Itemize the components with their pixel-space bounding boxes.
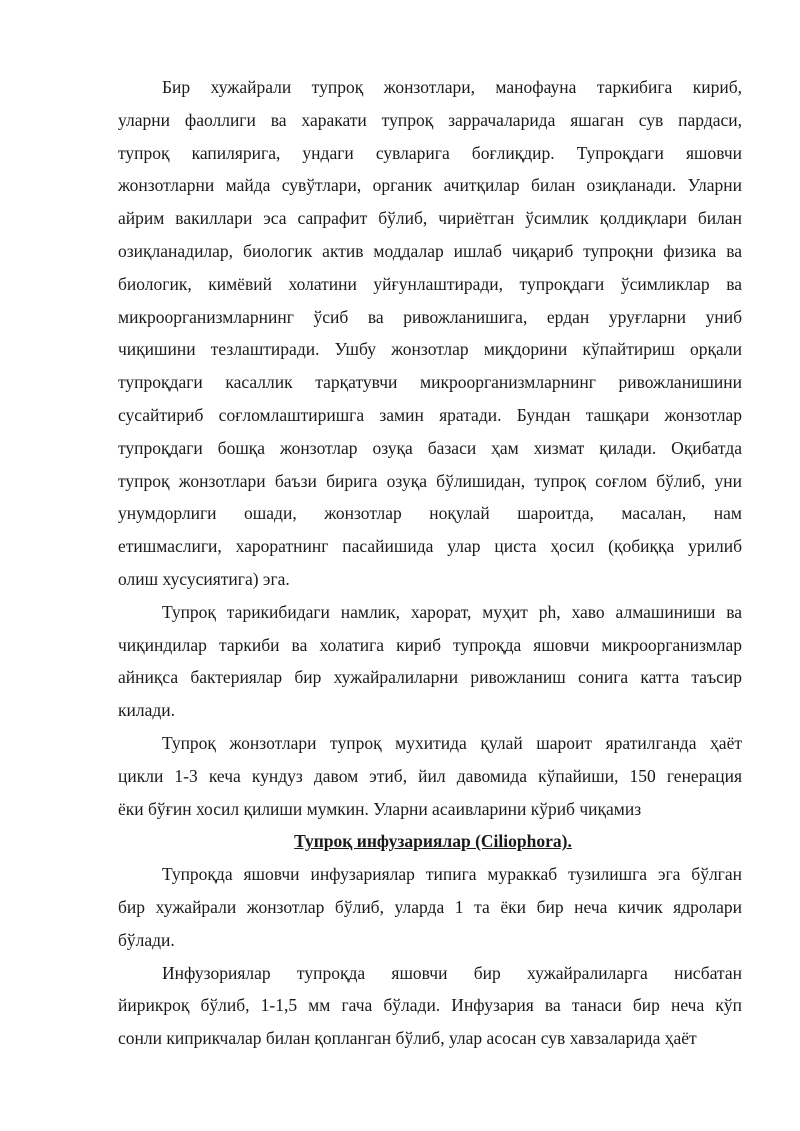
paragraph: [118, 858, 742, 956]
text-line: чиқиндилар таркиби ва холатига кириб тупроқда яшовчи микроорганизмлар: [118, 634, 742, 655]
text-line: жонзотларни майда сувўтлари, органик ачитқилар билан озиқланади. Уларни: [118, 175, 742, 196]
text-line: цикли 1-3 кеча кундуз давом этиб, йил давомида кўпайиши, 150 генерация: [118, 765, 742, 786]
text-line: тупроқдаги бошқа жонзотлар озуқа базаси ҳам хизмат қилади. Оқибатда: [118, 437, 742, 458]
text-line: тупроқдаги касаллик тарқатувчи микроорганизмларнинг ривожланишини: [118, 372, 742, 393]
text-line: микроорганизмларнинг ўсиб ва ривожланишига, ердан уруғларни униб: [118, 306, 742, 327]
text-line: сонли киприкчалар билан қопланган бўлиб, улар асосан сув хавзаларида ҳаёт: [118, 1028, 697, 1049]
paragraph: [118, 957, 742, 1055]
text-line: килади.: [118, 700, 176, 721]
text-line: айрим вакиллари эса сапрафит бўлиб, чириётган ўсимлик қолдиқлари билан: [118, 208, 742, 229]
text-line: бир хужайрали жонзотлар бўлиб, уларда 1 та ёки бир неча кичик ядролари: [118, 896, 742, 917]
text-line: тупроқ жонзотлари баъзи бирига озуқа бўлишидан, тупроқ соғлом бўлиб, уни: [118, 470, 742, 491]
body-text-before: [118, 71, 742, 825]
text-line: ёки бўғин хосил қилиши мумкин. Уларни асаивларини кўриб чиқамиз: [118, 798, 642, 819]
text-line: чиқишини тезлаштиради. Ушбу жонзотлар миқдорини кўпайтириш орқали: [118, 339, 742, 360]
text-line: айниқса бактериялар бир хужайралиларни ривожланиш сонига катта таъсир: [118, 667, 742, 688]
text-line: уларни фаоллиги ва харакати тупроқ заррачаларида яшаган сув пардаси,: [118, 109, 742, 130]
text-line: биологик, кимёвий холатини уйғунлаштиради, тупроқдаги ўсимликлар ва: [118, 273, 742, 294]
text-line: сусайтириб соғломлаштиришга замин яратади. Бундан ташқари жонзотлар: [118, 404, 742, 425]
text-line: Инфузориялар тупроқда яшовчи бир хужайралиларга нисбатан: [162, 962, 742, 983]
paragraph: [118, 71, 742, 596]
text-line: Бир хужайрали тупроқ жонзотлари, манофауна таркибига кириб,: [162, 77, 742, 97]
text-line: унумдорлиги ошади, жонзотлар ноқулай шароитда, масалан, нам: [118, 503, 742, 524]
text-line: Тупроқ жонзотлари тупроқ мухитида қулай шароит яратилганда ҳаёт: [162, 732, 742, 753]
text-line: тупроқ капилярига, ундаги сувларига боғлиқдир. Тупроқдаги яшовчи: [118, 142, 742, 163]
paragraph: [118, 596, 742, 727]
text-line: етишмаслиги, хароратнинг пасайишида улар циста ҳосил (қобиққа урилиб: [118, 536, 742, 557]
body-text-after: [118, 858, 742, 1055]
text-line: олиш хусусиятига) эга.: [118, 568, 290, 589]
text-line: озиқланадилар, биологик актив моддалар ишлаб чиқариб тупроқни физика ва: [118, 240, 742, 261]
text-line: Тупроқ тарикибидаги намлик, харорат, муҳит рh, хаво алмашиниши ва: [162, 601, 742, 622]
text-line: йирикроқ бўлиб, 1-1,5 мм гача бўлади. Инфузария ва танаси бир неча кўп: [118, 995, 742, 1016]
paragraph: [118, 727, 742, 825]
section-heading: Тупроқ инфузариялар (Ciliophora).: [294, 831, 572, 852]
text-line: бўлади.: [118, 929, 175, 950]
text-line: Тупроқда яшовчи инфузариялар типига мураккаб тузилишга эга бўлган: [162, 864, 742, 885]
